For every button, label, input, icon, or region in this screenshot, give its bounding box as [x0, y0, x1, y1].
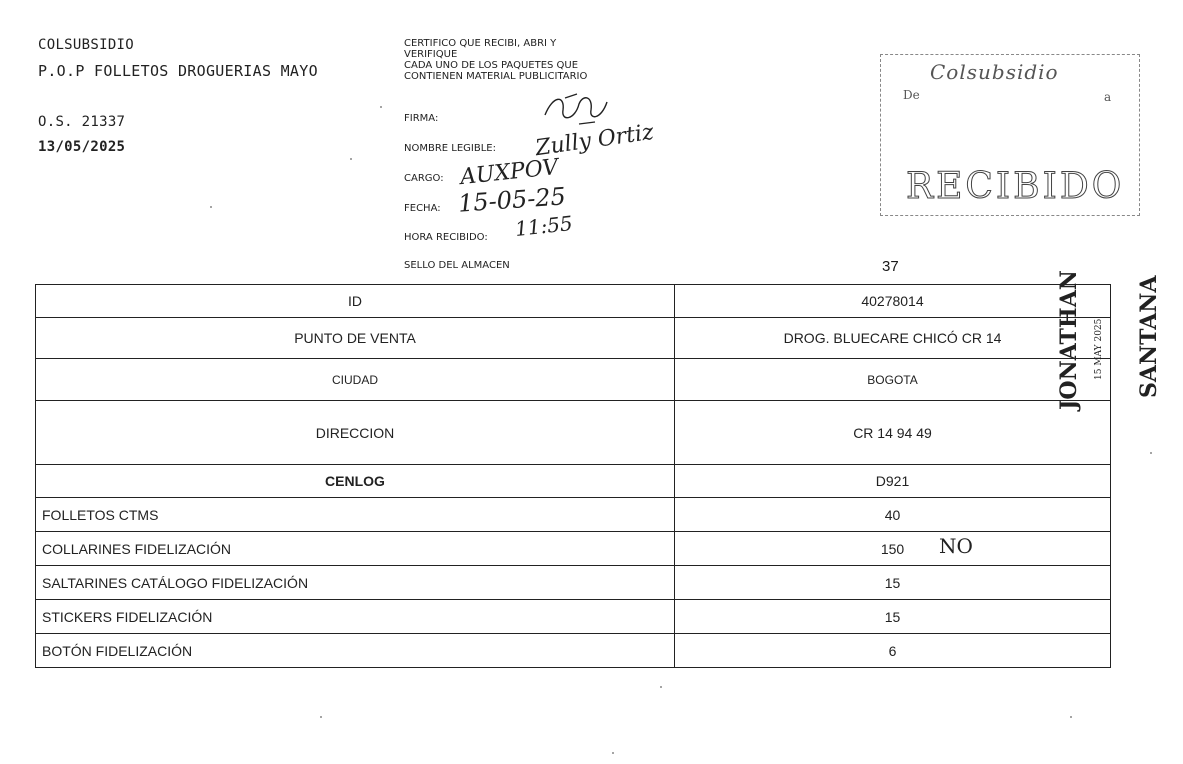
item-label: BOTÓN FIDELIZACIÓN	[36, 634, 675, 668]
scan-speck	[320, 716, 322, 718]
campaign-title: P.O.P FOLLETOS DROGUERIAS MAYO	[38, 62, 318, 80]
table-row	[36, 318, 1111, 359]
hora-label: HORA RECIBIDO:	[404, 232, 488, 243]
certification-line: CERTIFICO QUE RECIBI, ABRI Y	[404, 38, 557, 49]
item-label: SALTARINES CATÁLOGO FIDELIZACIÓN	[36, 566, 675, 600]
item-qty: 6	[675, 634, 1111, 668]
cargo-value: AUXPOV	[458, 154, 560, 191]
row-value: 40278014	[675, 285, 1111, 318]
nombre-value: Zully Ortiz	[533, 119, 656, 162]
item-label: COLLARINES FIDELIZACIÓN	[36, 532, 675, 566]
row-label: CIUDAD	[36, 359, 675, 401]
item-row	[36, 532, 1111, 566]
row-value: CR 14 94 49	[675, 401, 1111, 465]
item-row	[36, 600, 1111, 634]
sello-label: SELLO DEL ALMACEN	[404, 260, 510, 271]
certification-line: CADA UNO DE LOS PAQUETES QUE	[404, 60, 579, 71]
row-label: ID	[36, 285, 675, 318]
signature-scribble	[535, 90, 615, 130]
item-qty: 15	[675, 600, 1111, 634]
item-row	[36, 634, 1111, 668]
scan-speck	[660, 686, 662, 688]
row-value: DROG. BLUECARE CHICÓ CR 14	[675, 318, 1111, 359]
order-code: O.S. 21337	[38, 114, 126, 130]
hora-value: 11:55	[513, 211, 574, 241]
sello-number: 37	[882, 258, 899, 275]
item-qty: 40	[675, 498, 1111, 532]
stamp-name-last: SANTANA	[1136, 275, 1162, 398]
row-label: CENLOG	[36, 465, 675, 498]
row-label: PUNTO DE VENTA	[36, 318, 675, 359]
item-qty: 150	[880, 540, 905, 557]
document-date: 13/05/2025	[38, 139, 126, 155]
item-qty-cell	[675, 532, 1111, 566]
table-row	[36, 465, 1111, 498]
nombre-label: NOMBRE LEGIBLE:	[404, 143, 496, 154]
scan-speck	[210, 206, 212, 208]
item-label: STICKERS FIDELIZACIÓN	[36, 600, 675, 634]
scan-speck	[612, 752, 614, 754]
scan-speck	[350, 158, 352, 160]
scan-speck	[1150, 452, 1152, 454]
stamp-de-label: De	[903, 88, 920, 102]
table-row	[36, 401, 1111, 465]
table-row	[36, 359, 1111, 401]
stamp-name-first: JONATHAN	[1056, 270, 1082, 410]
delivery-table	[35, 284, 1111, 668]
fecha-label: FECHA:	[404, 203, 441, 214]
item-label: FOLLETOS CTMS	[36, 498, 675, 532]
scan-speck	[1070, 716, 1072, 718]
table-row	[36, 285, 1111, 318]
certification-line: CONTIENEN MATERIAL PUBLICITARIO	[404, 71, 588, 82]
row-label: DIRECCION	[36, 401, 675, 465]
stamp-recibido: RECIBIDO	[906, 166, 1125, 207]
scan-speck	[380, 106, 382, 108]
stamp-brand: Colsubsidio	[930, 60, 1059, 84]
row-value: D921	[675, 465, 1111, 498]
company-name: COLSUBSIDIO	[38, 37, 135, 53]
row-value: BOGOTA	[675, 359, 1111, 401]
stamp-side-date: 15 MAY 2025	[1094, 318, 1104, 380]
certification-line: VERIFIQUE	[404, 49, 458, 60]
item-handwritten-note: NO	[939, 534, 973, 558]
item-row	[36, 498, 1111, 532]
firma-label: FIRMA:	[404, 113, 439, 124]
fecha-value: 15-05-25	[457, 182, 567, 218]
cargo-label: CARGO:	[404, 173, 444, 184]
item-qty: 15	[675, 566, 1111, 600]
certification-text	[404, 38, 587, 82]
stamp-a-label: a	[1104, 90, 1112, 104]
item-row	[36, 566, 1111, 600]
